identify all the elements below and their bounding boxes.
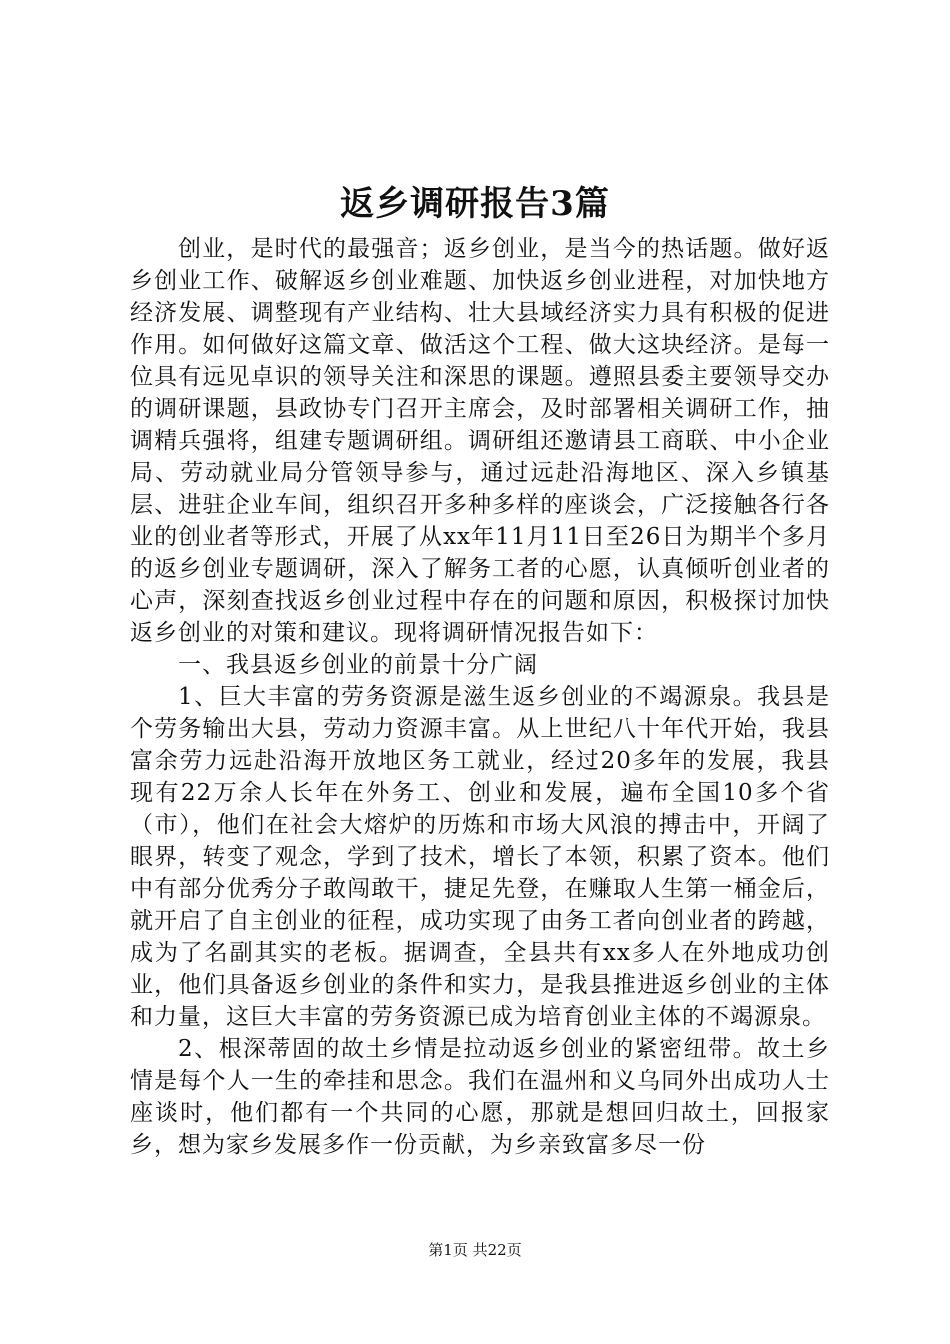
point-1-paragraph: 1、巨大丰富的劳务资源是滋生返乡创业的不竭源泉。我县是个劳务输出大县，劳动力资源丰富。从上世纪八十年代开始，我县富余劳力远赴沿海开放地区务工就业，经过20多年的发展，我县现有22万余人长年在外务工、创业和发展，遍布全国10多个省（市），他们在社会大熔炉的历炼和市场大风浪的搏击中，开阔了眼界，转变了观念，学到了技术，增长了本领，积累了资本。他们中有部分优秀分子敢闯敢干，捷足先登，在赚取人生第一桶金后，就开启了自主创业的征程，成功实现了由务工者向创业者的跨越，成为了名副其实的老板。据调查，全县共有xx多人在外地成功创业，他们具备返乡创业的条件和实力，是我县推进返乡创业的主体和力量，这巨大丰富的劳务资源已成为培育创业主体的不竭源泉。 <box>130 684 830 1030</box>
document-title: 返乡调研报告3篇 <box>340 184 610 224</box>
section-heading-1: 一、我县返乡创业的前景十分广阔 <box>178 652 538 678</box>
document-body <box>130 233 830 1161</box>
point-2-paragraph: 2、根深蒂固的故土乡情是拉动返乡创业的紧密纽带。故土乡情是每个人一生的牵挂和思念。我们在温州和义乌同外出成功人士座谈时，他们都有一个共同的心愿，那就是想回归故土，回报家乡，想为家乡发展多作一份贡献，为乡亲致富多尽一份 <box>130 1036 830 1158</box>
page-footer: 第1页 共22页 <box>428 1241 522 1259</box>
intro-paragraph: 创业，是时代的最强音；返乡创业，是当今的热话题。做好返乡创业工作、破解返乡创业难题、加快返乡创业进程，对加快地方经济发展、调整现有产业结构、壮大县域经济实力具有积极的促进作用。如何做好这篇文章、做活这个工程、做大这块经济。是每一位具有远见卓识的领导关注和深思的课题。遵照县委主要领导交办的调研课题，县政协专门召开主席会，及时部署相关调研工作，抽调精兵强将，组建专题调研组。调研组还邀请县工商联、中小企业局、劳动就业局分管领导参与，通过远赴沿海地区、深入乡镇基层、进驻企业车间，组织召开多种多样的座谈会，广泛接触各行各业的创业者等形式，开展了从xx年11月11日至26日为期半个多月的返乡创业专题调研，深入了解务工者的心愿，认真倾听创业者的心声，深刻查找返乡创业过程中存在的问题和原因，积极探讨加快返乡创业的对策和建议。现将调研情况报告如下： <box>130 236 830 646</box>
